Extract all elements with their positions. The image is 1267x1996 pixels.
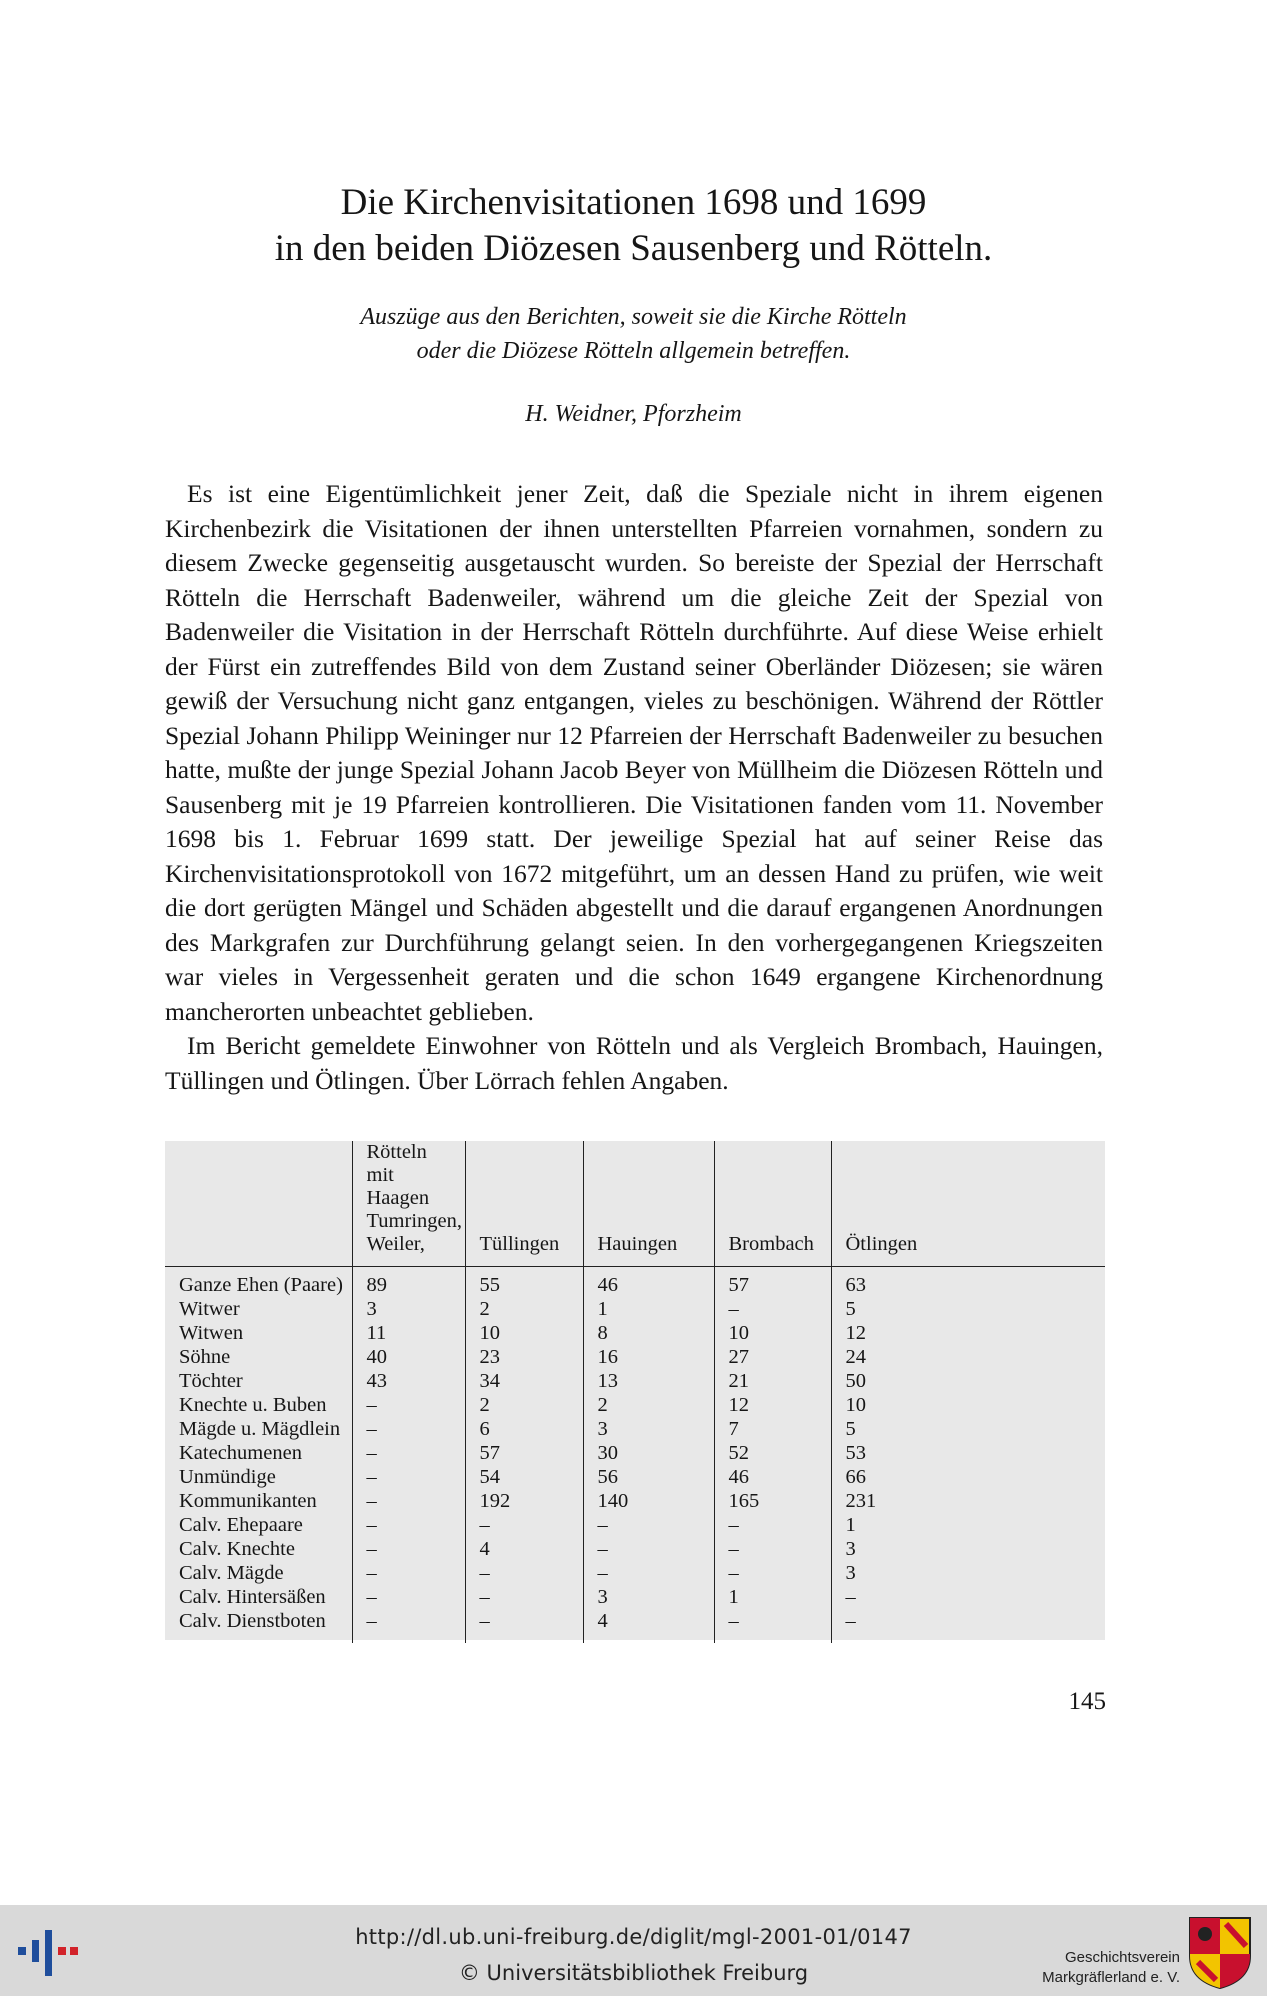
table-cell-oetlingen: 50	[831, 1369, 1105, 1393]
body-text	[165, 477, 1103, 1098]
table-cell-tuellingen: –	[465, 1585, 583, 1609]
table-cell-label: Calv. Mägde	[179, 1562, 284, 1584]
population-table	[165, 1141, 1105, 1643]
table-row	[165, 1417, 1105, 1441]
table-cell-hauingen: 4	[583, 1609, 714, 1643]
table-cell-tuellingen: 2	[465, 1393, 583, 1417]
table-cell-label: Calv. Dienstboten	[179, 1610, 326, 1632]
coat-of-arms-icon	[1188, 1916, 1252, 1990]
title-line-2: in den beiden Diözesen Sausenberg und Rötteln.	[274, 228, 993, 269]
table-cell-brombach: –	[714, 1561, 831, 1585]
table-cell-label: Witwen	[179, 1322, 244, 1344]
table-cell-brombach: 52	[714, 1441, 831, 1465]
table-row	[165, 1561, 1105, 1585]
table-body	[165, 1267, 1105, 1644]
society-name	[1010, 1948, 1180, 1988]
subtitle	[0, 300, 1267, 368]
table-cell-label: Ganze Ehen (Paare)	[179, 1274, 343, 1296]
table-cell-brombach: –	[714, 1513, 831, 1537]
table-cell-roetteln: 89	[352, 1267, 465, 1298]
table-cell-hauingen: –	[583, 1513, 714, 1537]
table-cell-label: Katechumenen	[179, 1442, 302, 1464]
table-cell-hauingen: 3	[583, 1417, 714, 1441]
table-cell-roetteln: 11	[352, 1321, 465, 1345]
table-row	[165, 1513, 1105, 1537]
table-cell-brombach: 12	[714, 1393, 831, 1417]
table-cell-oetlingen: 24	[831, 1345, 1105, 1369]
table-cell-oetlingen: 5	[831, 1417, 1105, 1441]
table-cell-oetlingen: 10	[831, 1393, 1105, 1417]
footer-url-link[interactable]: http://dl.ub.uni-freiburg.de/diglit/mgl-2001-01/0147	[355, 1925, 912, 1949]
table-cell-roetteln: 43	[352, 1369, 465, 1393]
table-cell-label: Kommunikanten	[179, 1490, 317, 1512]
table-row	[165, 1585, 1105, 1609]
table-header-oetlingen: Ötlingen	[831, 1141, 1105, 1267]
table-cell-tuellingen: 34	[465, 1369, 583, 1393]
table-cell-brombach: –	[714, 1297, 831, 1321]
table-cell-brombach: 165	[714, 1489, 831, 1513]
footer-copyright: © Universitätsbibliothek Freiburg	[458, 1961, 809, 1985]
table-row	[165, 1369, 1105, 1393]
table-cell-oetlingen: 63	[831, 1267, 1105, 1298]
table-row	[165, 1441, 1105, 1465]
subtitle-line-2: oder die Diözese Rötteln allgemein betreffen.	[416, 338, 851, 364]
author: H. Weidner, Pforzheim	[525, 401, 742, 427]
table-header-roetteln: Rötteln mit Haagen Tumringen, Weiler,	[352, 1141, 465, 1267]
table-cell-label: Unmündige	[179, 1466, 276, 1488]
table-cell-oetlingen: 53	[831, 1441, 1105, 1465]
table-row	[165, 1297, 1105, 1321]
table-cell-tuellingen: 2	[465, 1297, 583, 1321]
page-number: 145	[1068, 1688, 1106, 1715]
table-cell-roetteln: –	[352, 1393, 465, 1417]
table-header-row	[165, 1141, 1105, 1267]
table-cell-oetlingen: 3	[831, 1561, 1105, 1585]
table-cell-roetteln: –	[352, 1537, 465, 1561]
table-cell-label: Knechte u. Buben	[179, 1394, 327, 1416]
table-cell-hauingen: 140	[583, 1489, 714, 1513]
table-cell-tuellingen: 54	[465, 1465, 583, 1489]
table-cell-tuellingen: 192	[465, 1489, 583, 1513]
table-cell-tuellingen: –	[465, 1561, 583, 1585]
table-cell-oetlingen: 3	[831, 1537, 1105, 1561]
table-header-tuellingen: Tüllingen	[465, 1141, 583, 1267]
table-row	[165, 1267, 1105, 1298]
table-cell-hauingen: 3	[583, 1585, 714, 1609]
table-cell-roetteln: –	[352, 1417, 465, 1441]
table-row	[165, 1321, 1105, 1345]
table-row	[165, 1465, 1105, 1489]
table-cell-tuellingen: –	[465, 1513, 583, 1537]
table-cell-label: Calv. Hintersäßen	[179, 1586, 326, 1608]
table-cell-brombach: 21	[714, 1369, 831, 1393]
table-cell-label: Calv. Ehepaare	[179, 1514, 303, 1536]
page-title	[0, 180, 1267, 272]
table-cell-tuellingen: 10	[465, 1321, 583, 1345]
table-cell-hauingen: 16	[583, 1345, 714, 1369]
table-cell-tuellingen: 4	[465, 1537, 583, 1561]
table-cell-hauingen: –	[583, 1537, 714, 1561]
table-cell-hauingen: 2	[583, 1393, 714, 1417]
table-cell-brombach: 7	[714, 1417, 831, 1441]
table-cell-brombach: 46	[714, 1465, 831, 1489]
table-cell-roetteln: –	[352, 1585, 465, 1609]
table-cell-brombach: 57	[714, 1267, 831, 1298]
table-cell-roetteln: –	[352, 1513, 465, 1537]
table-row	[165, 1489, 1105, 1513]
table-cell-hauingen: 1	[583, 1297, 714, 1321]
table-row	[165, 1537, 1105, 1561]
table-cell-brombach: 27	[714, 1345, 831, 1369]
table-cell-tuellingen: 55	[465, 1267, 583, 1298]
table-cell-label: Mägde u. Mägdlein	[179, 1418, 341, 1440]
table-header-label	[165, 1141, 352, 1267]
table-cell-oetlingen: 66	[831, 1465, 1105, 1489]
table-cell-tuellingen: 23	[465, 1345, 583, 1369]
table-cell-oetlingen: 231	[831, 1489, 1105, 1513]
population-table-container	[165, 1141, 1105, 1640]
table-row	[165, 1393, 1105, 1417]
table-cell-roetteln: 3	[352, 1297, 465, 1321]
table-row	[165, 1345, 1105, 1369]
table-cell-hauingen: 46	[583, 1267, 714, 1298]
society-line-1: Geschichtsverein	[1064, 1949, 1180, 1966]
table-cell-hauingen: 56	[583, 1465, 714, 1489]
table-cell-oetlingen: –	[831, 1585, 1105, 1609]
table-cell-hauingen: 30	[583, 1441, 714, 1465]
table-cell-roetteln: –	[352, 1465, 465, 1489]
paragraph-2: Im Bericht gemeldete Einwohner von Rötteln und als Vergleich Brombach, Hauingen, Tüllingen und Ötlingen. Über Lörrach fehlen Angaben.	[165, 1031, 1103, 1095]
subtitle-line-1: Auszüge aus den Berichten, soweit sie die Kirche Rötteln	[360, 304, 907, 330]
table-cell-hauingen: –	[583, 1561, 714, 1585]
paragraph-1: Es ist eine Eigentümlichkeit jener Zeit, daß die Speziale nicht in ihrem eigenen Kirchenbezirk die Visitationen der ihnen unterstellten Pfarreien vornahmen, sondern zu diesem Zwecke gegenseitig ausgetauscht wurden. So bereiste der Spezial der Herrschaft Rötteln die Herrschaft Badenweiler, während um die gleiche Zeit der Spezial von Badenweiler die Visitation in der Herrschaft Rötteln durchführte. Auf diese Weise erhielt der Fürst ein zutreffendes Bild von dem Zustand seiner Oberländer Diözesen; sie wären gewiß der Versuchung nicht ganz entgangen, vieles zu beschönigen. Während der Röttler Spezial Johann Philipp Weininger nur 12 Pfarreien der Herrschaft Badenweiler zu besuchen hatte, mußte der junge Spezial Johann Jacob Beyer von Müllheim die Diözesen Rötteln und Sausenberg mit je 19 Pfarreien kontrollieren. Die Visitationen fanden vom 11. November 1698 bis 1. Februar 1699 statt. Der jeweilige Spezial hat auf seiner Reise das Kirchenvisitationsprotokoll von 1672 mitgeführt, um an dessen Hand zu prüfen, wie weit die dort gerügten Mängel und Schäden abgestellt und die darauf ergangenen Anordnungen des Markgrafen zur Durchführung gelangt seien. In den vorhergegangenen Kriegszeiten war vieles in Vergessenheit geraten und die schon 1649 ergangene Kirchenordnung mancherorten unbeachtet geblieben.	[165, 479, 1103, 1026]
table-header-hauingen: Hauingen	[583, 1141, 714, 1267]
table-header-brombach: Brombach	[714, 1141, 831, 1267]
title-line-1: Die Kirchenvisitationen 1698 und 1699	[340, 182, 927, 223]
table-cell-brombach: –	[714, 1537, 831, 1561]
table-cell-tuellingen: 6	[465, 1417, 583, 1441]
footer-bar	[0, 1905, 1267, 1996]
table-cell-brombach: 10	[714, 1321, 831, 1345]
table-cell-brombach: –	[714, 1609, 831, 1643]
table-cell-roetteln: –	[352, 1561, 465, 1585]
table-cell-hauingen: 8	[583, 1321, 714, 1345]
table-cell-label: Töchter	[179, 1370, 243, 1392]
table-cell-oetlingen: 5	[831, 1297, 1105, 1321]
table-cell-label: Witwer	[179, 1298, 240, 1320]
table-cell-label: Calv. Knechte	[179, 1538, 295, 1560]
table-cell-roetteln: 40	[352, 1345, 465, 1369]
table-cell-tuellingen: –	[465, 1609, 583, 1643]
table-cell-oetlingen: 1	[831, 1513, 1105, 1537]
table-cell-roetteln: –	[352, 1609, 465, 1643]
table-cell-oetlingen: 12	[831, 1321, 1105, 1345]
table-cell-brombach: 1	[714, 1585, 831, 1609]
table-row	[165, 1609, 1105, 1643]
table-cell-hauingen: 13	[583, 1369, 714, 1393]
table-cell-roetteln: –	[352, 1489, 465, 1513]
table-cell-oetlingen: –	[831, 1609, 1105, 1643]
table-cell-tuellingen: 57	[465, 1441, 583, 1465]
table-cell-label: Söhne	[179, 1346, 231, 1368]
society-line-2: Markgräflerland e. V.	[1042, 1969, 1180, 1986]
table-cell-roetteln: –	[352, 1441, 465, 1465]
